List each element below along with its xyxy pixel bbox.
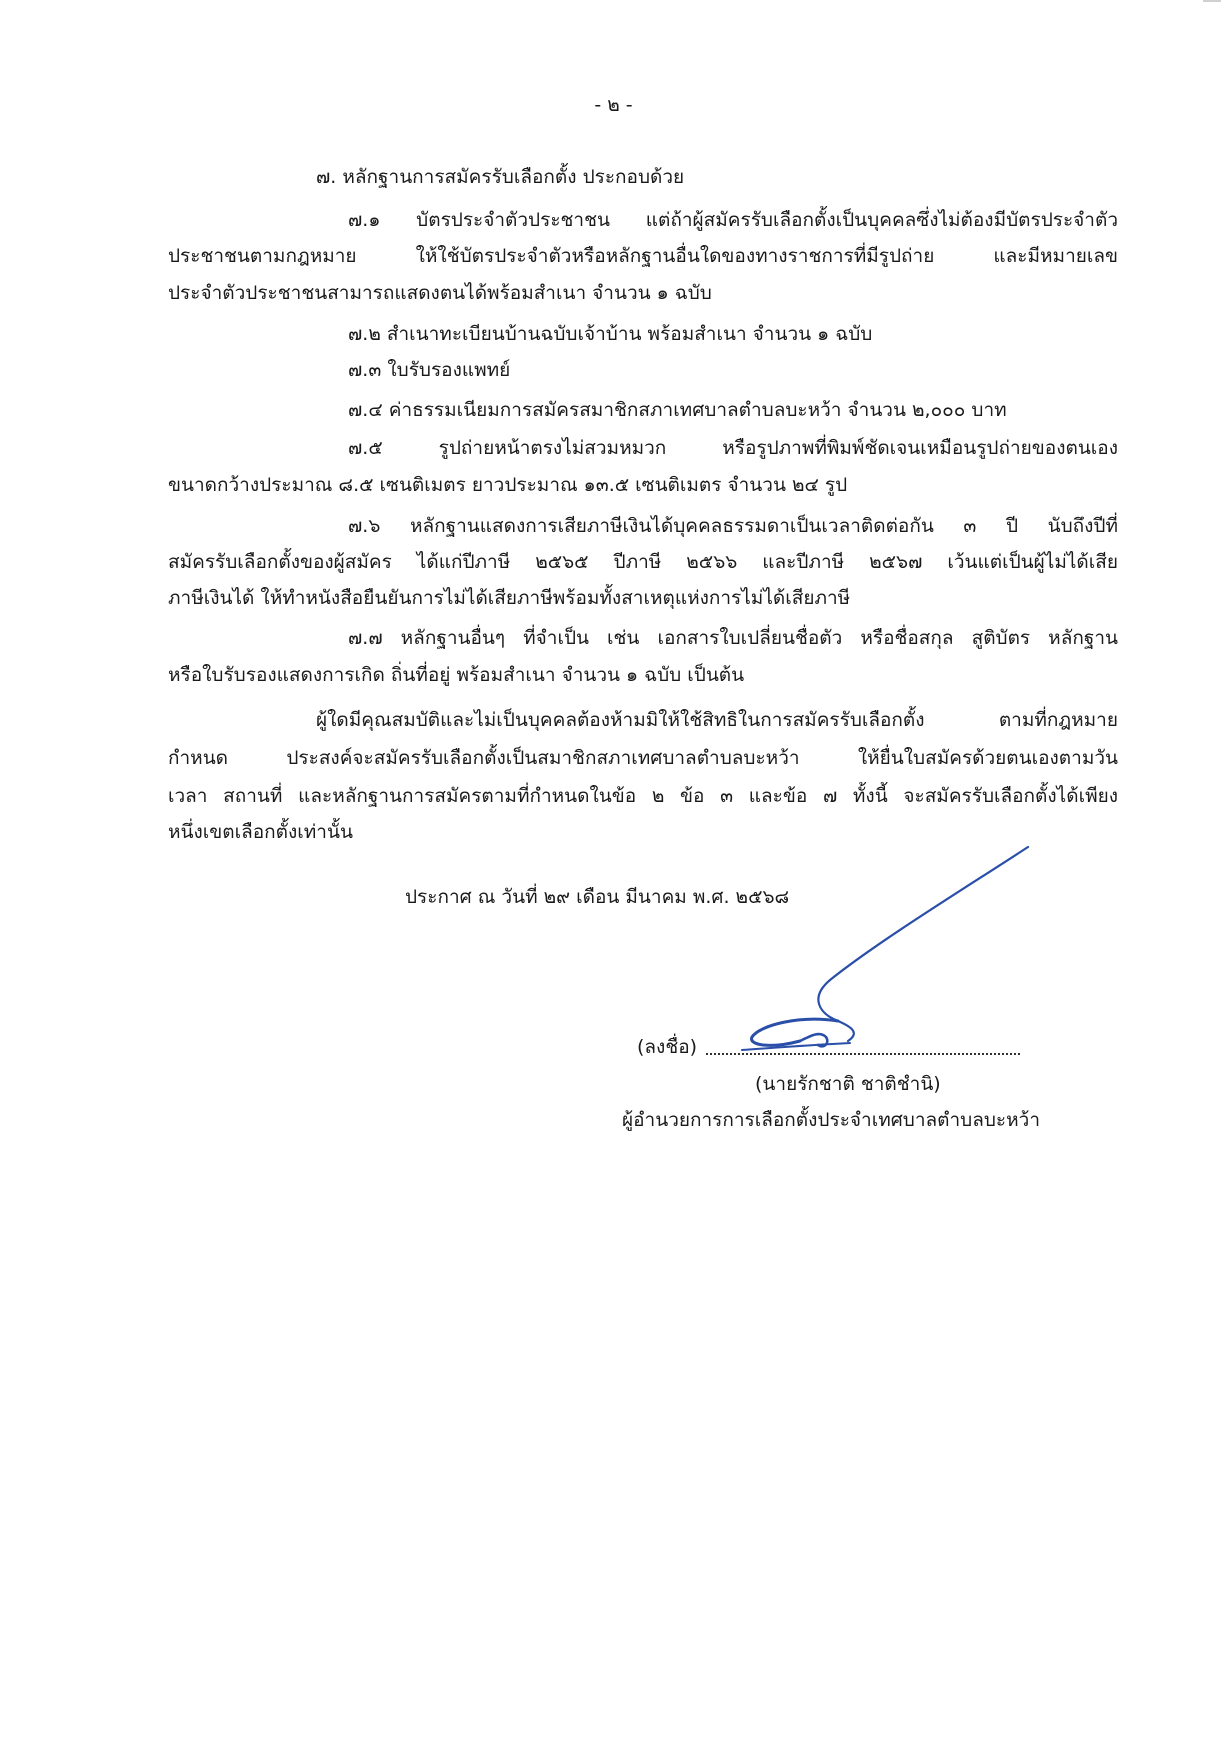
announcement-date: ประกาศ ณ วันที่ ๒๙ เดือน มีนาคม พ.ศ. ๒๕๖๘	[405, 886, 790, 908]
item-7-1-line-1: ๗.๑ บัตรประจำตัวประชาชน แต่ถ้าผู้สมัครรับเลือกตั้งเป็นบุคคลซึ่งไม่ต้องมีบัตรประจำตัว	[348, 209, 1118, 231]
signatory-name: (นายรักชาติ ชาติชำนิ)	[755, 1073, 941, 1095]
closing-paragraph-line-3: เวลา สถานที่ และหลักฐานการสมัครตามที่กำหนดในข้อ ๒ ข้อ ๓ และข้อ ๗ ทั้งนี้ จะสมัครรับเลือกตั้งได้เพียง	[168, 785, 1118, 807]
item-7-1-line-3: ประจำตัวประชาชนสามารถแสดงตนได้พร้อมสำเนา จำนวน ๑ ฉบับ	[168, 282, 712, 304]
signatory-title: ผู้อำนวยการการเลือกตั้งประจำเทศบาลตำบลบะหว้า	[622, 1109, 1040, 1131]
page-number: - ๒ -	[594, 94, 633, 116]
item-7-4: ๗.๔ ค่าธรรมเนียมการสมัครสมาชิกสภาเทศบาลตำบลบะหว้า จำนวน ๒,๐๐๐ บาท	[348, 399, 1007, 421]
item-7-6-line-1: ๗.๖ หลักฐานแสดงการเสียภาษีเงินได้บุคคลธรรมดาเป็นเวลาติดต่อกัน ๓ ปี นับถึงปีที่	[348, 515, 1118, 537]
item-7-1-line-2: ประชาชนตามกฎหมาย ให้ใช้บัตรประจำตัวหรือหลักฐานอื่นใดของทางราชการที่มีรูปถ่าย และมีหมายเลข	[168, 245, 1118, 267]
handwritten-signature	[740, 845, 1030, 1055]
closing-paragraph-line-2: กำหนด ประสงค์จะสมัครรับเลือกตั้งเป็นสมาชิกสภาเทศบาลตำบลบะหว้า ให้ยื่นใบสมัครด้วยตนเองตามวัน	[168, 747, 1118, 769]
signature-dotted-line	[706, 1039, 1020, 1055]
closing-paragraph-line-1: ผู้ใดมีคุณสมบัติและไม่เป็นบุคคลต้องห้ามมิให้ใช้สิทธิในการสมัครรับเลือกตั้ง ตามที่กฎหมาย	[316, 709, 1118, 731]
item-7-7-line-1: ๗.๗ หลักฐานอื่นๆ ที่จำเป็น เช่น เอกสารใบเปลี่ยนชื่อตัว หรือชื่อสกุล สูติบัตร หลักฐาน	[348, 627, 1118, 649]
item-7-6-line-3: ภาษีเงินได้ ให้ทำหนังสือยืนยันการไม่ได้เสียภาษีพร้อมทั้งสาเหตุแห่งการไม่ได้เสียภาษี	[168, 587, 851, 609]
signature-label: (ลงชื่อ)	[637, 1036, 698, 1058]
item-7-3: ๗.๓ ใบรับรองแพทย์	[348, 359, 511, 381]
item-7-2: ๗.๒ สำเนาทะเบียนบ้านฉบับเจ้าบ้าน พร้อมสำเนา จำนวน ๑ ฉบับ	[348, 323, 873, 345]
item-7-6-line-2: สมัครรับเลือกตั้งของผู้สมัคร ได้แก่ปีภาษี ๒๕๖๕ ปีภาษี ๒๕๖๖ และปีภาษี ๒๕๖๗ เว้นแต่เป็นผู้ไม่ได้เสีย	[168, 551, 1118, 573]
item-7-7-line-2: หรือใบรับรองแสดงการเกิด ถิ่นที่อยู่ พร้อมสำเนา จำนวน ๑ ฉบับ เป็นต้น	[168, 664, 745, 686]
section-7-heading: ๗. หลักฐานการสมัครรับเลือกตั้ง ประกอบด้วย	[316, 166, 685, 188]
closing-paragraph-line-4: หนึ่งเขตเลือกตั้งเท่านั้น	[168, 821, 353, 843]
scan-corner-mark	[1203, 0, 1221, 2]
item-7-5-line-2: ขนาดกว้างประมาณ ๘.๕ เซนติเมตร ยาวประมาณ ๑๓.๕ เซนติเมตร จำนวน ๒๔ รูป	[168, 474, 848, 496]
item-7-5-line-1: ๗.๕ รูปถ่ายหน้าตรงไม่สวมหมวก หรือรูปภาพที่พิมพ์ชัดเจนเหมือนรูปถ่ายของตนเอง	[348, 437, 1118, 459]
